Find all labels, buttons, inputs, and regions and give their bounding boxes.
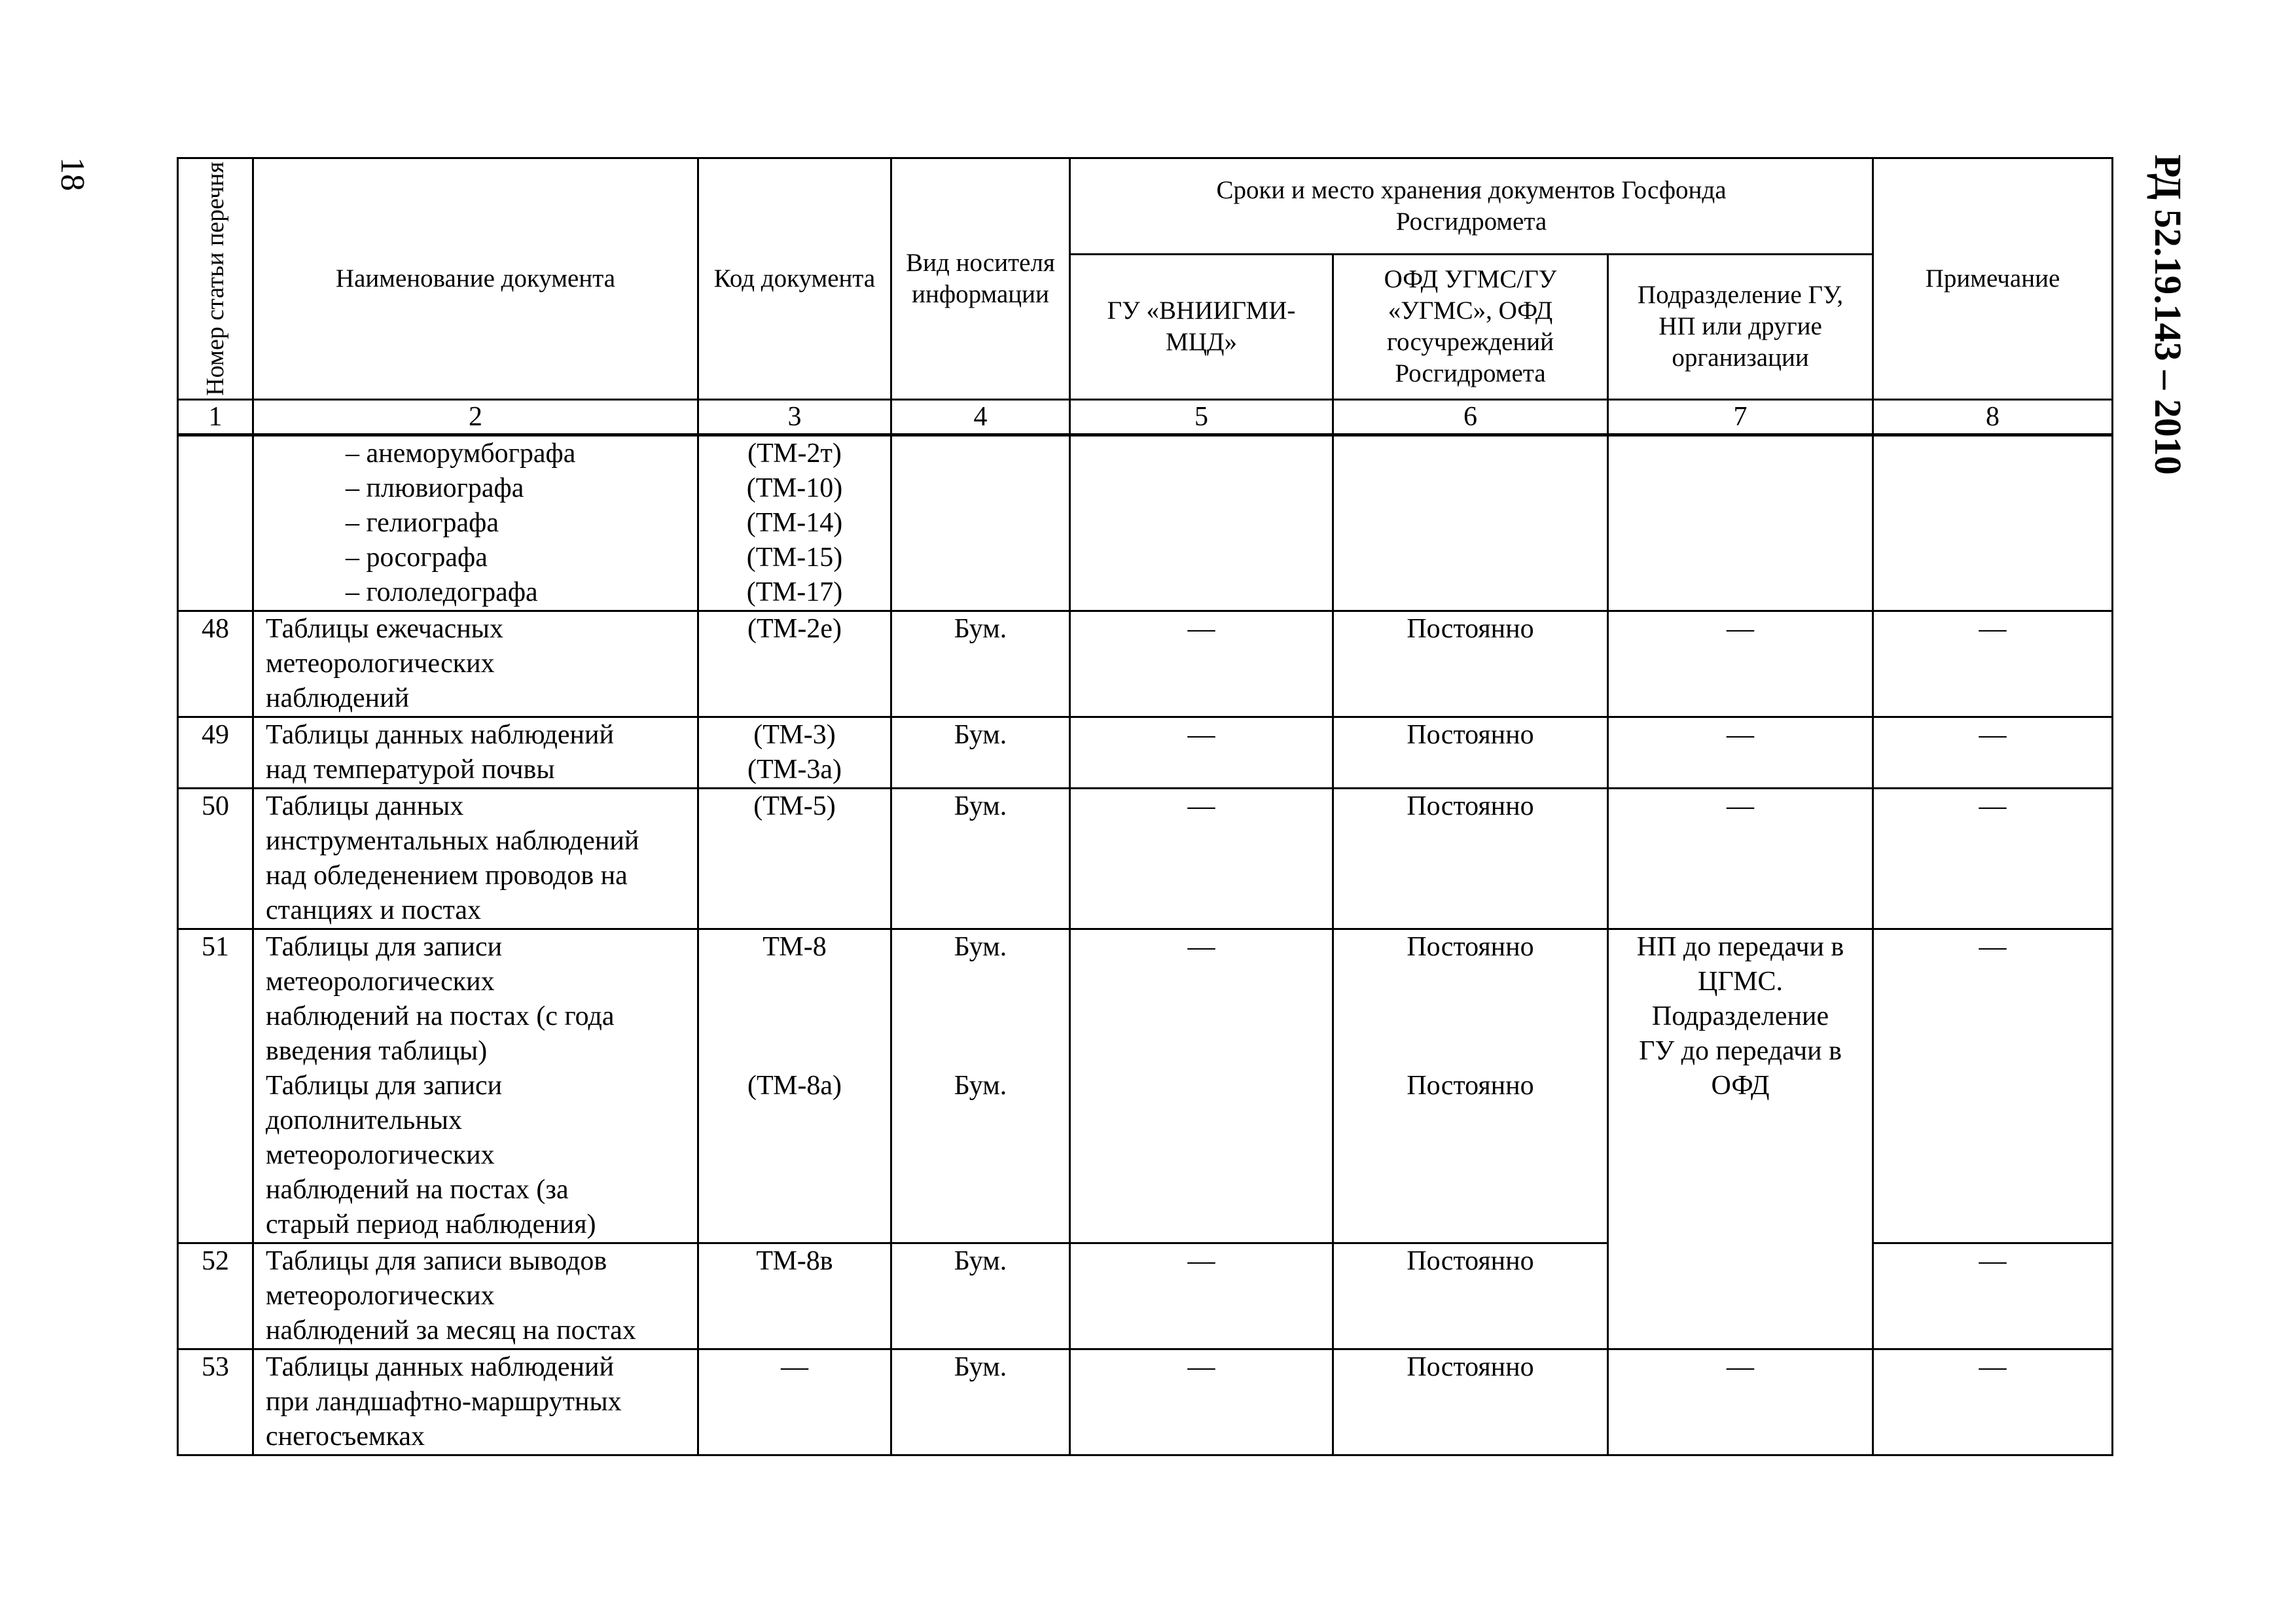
page-number: 18: [54, 157, 91, 191]
table-row: [178, 929, 2113, 1243]
ofd-cell: Постоянно: [1333, 1349, 1608, 1455]
note-cell: —: [1873, 1243, 2113, 1349]
note-cell: —: [1873, 788, 2113, 929]
table-row: [178, 788, 2113, 929]
document-name: Таблицы для записи метеорологических наблюдений на постах (с года введения таблицы) Таблицы для записи дополнительных метеорологических наблюдений на постах (за старый период наблюдения): [253, 929, 698, 1243]
article-number: 53: [178, 1349, 253, 1455]
column-number: 7: [1608, 399, 1873, 435]
vniigmi-cell: —: [1070, 611, 1333, 717]
column-number: 8: [1873, 399, 2113, 435]
department-cell: —: [1608, 717, 1873, 788]
column-number: 4: [891, 399, 1070, 435]
column-number: 3: [698, 399, 891, 435]
vniigmi-cell: —: [1070, 717, 1333, 788]
document-code-cell: (ТМ-3) (ТМ-3а): [698, 717, 891, 788]
document-code-cell: ТМ-8 (ТМ-8а): [698, 929, 891, 1243]
header-medium: Вид носителя информации: [891, 158, 1070, 400]
document-code-cell: (ТМ-5): [698, 788, 891, 929]
note-cell: —: [1873, 611, 2113, 717]
vniigmi-cell: —: [1070, 1349, 1333, 1455]
vniigmi-cell: —: [1070, 929, 1333, 1243]
note-cell: —: [1873, 929, 2113, 1243]
article-number: 50: [178, 788, 253, 929]
table-row: [178, 717, 2113, 788]
header-article-number: Номер статьи перечня: [178, 158, 253, 400]
document-code-cell: (ТМ-15): [746, 542, 843, 573]
device-name: – плювиографа: [346, 473, 524, 503]
document-list-table: [177, 157, 2113, 1456]
table-row: [178, 1349, 2113, 1455]
note-cell: —: [1873, 1349, 2113, 1455]
document-name: Таблицы данных наблюдений при ландшафтно-маршрутных снегосъемках: [253, 1349, 698, 1455]
document-code-cell: (ТМ-17): [746, 577, 843, 607]
medium-cell: Бум.: [891, 1349, 1070, 1455]
header-note: Примечание: [1873, 158, 2113, 400]
column-number: 5: [1070, 399, 1333, 435]
document-code: РД 52.19.143 – 2010: [2147, 154, 2189, 475]
column-number: 2: [253, 399, 698, 435]
vniigmi-cell: —: [1070, 1243, 1333, 1349]
header-storage-group: Сроки и место хранения документов Госфонда Росгидромета: [1070, 158, 1873, 255]
ofd-cell: Постоянно: [1333, 611, 1608, 717]
device-name: – росографа: [346, 542, 488, 573]
document-name: Таблицы данных наблюдений над температурой почвы: [253, 717, 698, 788]
document-code-cell: (ТМ-14): [746, 507, 843, 538]
department-cell: —: [1608, 611, 1873, 717]
article-number: 52: [178, 1243, 253, 1349]
medium-cell: Бум. Бум.: [891, 929, 1070, 1243]
ofd-cell: Постоянно: [1333, 788, 1608, 929]
table-row-continuation: [178, 435, 2113, 611]
table-row: [178, 611, 2113, 717]
ofd-cell: Постоянно Постоянно: [1333, 929, 1608, 1243]
document-code-cell: (ТМ-10): [746, 473, 843, 503]
department-cell: НП до передачи в ЦГМС. Подразделение ГУ до передачи в ОФД: [1608, 929, 1873, 1349]
medium-cell: Бум.: [891, 1243, 1070, 1349]
header-document-name: Наименование документа: [253, 158, 698, 400]
article-number: 51: [178, 929, 253, 1243]
ofd-cell: Постоянно: [1333, 717, 1608, 788]
medium-cell: Бум.: [891, 788, 1070, 929]
document-code-cell: —: [698, 1349, 891, 1455]
department-cell: —: [1608, 788, 1873, 929]
document-code-cell: (ТМ-2е): [698, 611, 891, 717]
note-cell: —: [1873, 717, 2113, 788]
medium-cell: Бум.: [891, 717, 1070, 788]
device-name: – анеморумбографа: [346, 438, 576, 469]
medium-cell: Бум.: [891, 611, 1070, 717]
header-ofd: ОФД УГМС/ГУ «УГМС», ОФД госучреждений Росгидромета: [1333, 255, 1608, 400]
document-code-cell: (ТМ-2т): [747, 438, 842, 469]
header-department: Подразделение ГУ, НП или другие организации: [1608, 255, 1873, 400]
device-name: – гололедографа: [346, 577, 538, 607]
article-number: 49: [178, 717, 253, 788]
header-vniigmi: ГУ «ВНИИГМИ-МЦД»: [1070, 255, 1333, 400]
vniigmi-cell: —: [1070, 788, 1333, 929]
document-name: Таблицы данных инструментальных наблюдений над обледенением проводов на станциях и постах: [253, 788, 698, 929]
document-name: Таблицы ежечасных метеорологических наблюдений: [253, 611, 698, 717]
document-code-cell: ТМ-8в: [698, 1243, 891, 1349]
document-name: Таблицы для записи выводов метеорологических наблюдений за месяц на постах: [253, 1243, 698, 1349]
department-cell: —: [1608, 1349, 1873, 1455]
header-document-code: Код документа: [698, 158, 891, 400]
column-numbers-row: [178, 399, 2113, 435]
column-number: 1: [178, 399, 253, 435]
ofd-cell: Постоянно: [1333, 1243, 1608, 1349]
article-number: 48: [178, 611, 253, 717]
device-name: – гелиографа: [346, 507, 499, 538]
column-number: 6: [1333, 399, 1608, 435]
